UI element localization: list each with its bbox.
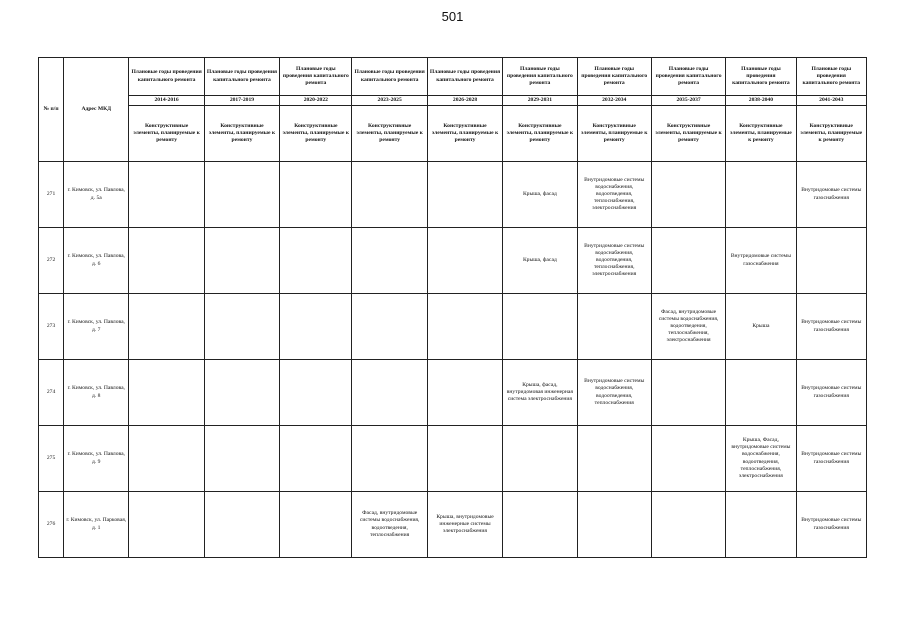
row-address: г. Кимовск, ул. Павлова, д. 8 bbox=[64, 360, 129, 426]
header-row-elements bbox=[39, 106, 867, 162]
repair-cell bbox=[651, 228, 725, 294]
row-address: г. Кимовск, ул. Павлова, д. 9 bbox=[64, 426, 129, 492]
row-number: 275 bbox=[39, 426, 64, 492]
table-row bbox=[39, 228, 867, 294]
repair-cell bbox=[726, 162, 796, 228]
repair-cell bbox=[280, 162, 352, 228]
period-years: 2017-2019 bbox=[204, 96, 279, 106]
repair-cell bbox=[129, 426, 204, 492]
period-elements: Конструктивные элементы, планируемые к ремонту bbox=[280, 106, 352, 162]
repair-cell bbox=[352, 294, 427, 360]
repair-cell bbox=[129, 492, 204, 558]
period-years: 2023-2025 bbox=[352, 96, 427, 106]
repair-cell bbox=[577, 426, 651, 492]
repair-cell bbox=[280, 294, 352, 360]
period-title: Плановые годы проведения капитального ремонта bbox=[726, 58, 796, 96]
repair-cell bbox=[427, 426, 502, 492]
table-row bbox=[39, 492, 867, 558]
repair-cell: Внутридомовые системы водоснабжения, водоотведения, теплоснабжения, электроснабжения bbox=[577, 228, 651, 294]
repair-cell bbox=[129, 162, 204, 228]
period-title: Плановые годы проведения капитального ремонта bbox=[427, 58, 502, 96]
repair-cell bbox=[427, 228, 502, 294]
period-years: 2035-2037 bbox=[651, 96, 725, 106]
repair-cell bbox=[796, 228, 866, 294]
repair-cell bbox=[651, 162, 725, 228]
repair-cell bbox=[204, 162, 279, 228]
page-number: 501 bbox=[441, 9, 464, 24]
period-years: 2032-2034 bbox=[577, 96, 651, 106]
period-title: Плановые годы проведения капитального ремонта bbox=[280, 58, 352, 96]
period-elements: Конструктивные элементы, планируемые к ремонту bbox=[577, 106, 651, 162]
row-number: 273 bbox=[39, 294, 64, 360]
repair-cell: Крыша, фасад bbox=[503, 162, 577, 228]
repair-cell: Внутридомовые системы водоснабжения, водоотведения, теплоснабжения bbox=[577, 360, 651, 426]
table-row bbox=[39, 426, 867, 492]
repair-cell bbox=[503, 426, 577, 492]
repair-cell bbox=[204, 426, 279, 492]
period-years: 2020-2022 bbox=[280, 96, 352, 106]
repair-cell: Внутридомовые системы газоснабжения bbox=[796, 426, 866, 492]
repair-cell bbox=[129, 294, 204, 360]
row-number: 274 bbox=[39, 360, 64, 426]
repair-cell bbox=[280, 228, 352, 294]
period-title: Плановые годы проведения капитального ремонта bbox=[503, 58, 577, 96]
table-row bbox=[39, 294, 867, 360]
header-row-years bbox=[39, 96, 867, 106]
repair-cell: Фасад, внутридомовые системы водоснабжения, водоотведения, теплоснабжения, электроснабжения bbox=[651, 294, 725, 360]
repair-cell bbox=[204, 228, 279, 294]
repair-cell bbox=[280, 426, 352, 492]
period-elements: Конструктивные элементы, планируемые к ремонту bbox=[352, 106, 427, 162]
row-address: г. Кимовск, ул. Павлова, д. 7 bbox=[64, 294, 129, 360]
repair-cell bbox=[352, 360, 427, 426]
repair-cell bbox=[352, 228, 427, 294]
repair-cell: Внутридомовые системы водоснабжения, водоотведения, теплоснабжения, электроснабжения bbox=[577, 162, 651, 228]
repair-cell bbox=[352, 162, 427, 228]
row-address: г. Кимовск, ул. Павлова, д. 6 bbox=[64, 228, 129, 294]
repair-cell: Внутридомовые системы газоснабжения bbox=[796, 162, 866, 228]
table-row bbox=[39, 162, 867, 228]
repair-cell bbox=[726, 360, 796, 426]
period-years: 2038-2040 bbox=[726, 96, 796, 106]
repair-cell: Крыша, фасад bbox=[503, 228, 577, 294]
header-row-titles bbox=[39, 58, 867, 96]
repair-cell: Крыша, Фасад, внутридомовые системы водоснабжения, водоотведения, теплоснабжения, электроснабжения bbox=[726, 426, 796, 492]
repair-cell bbox=[280, 492, 352, 558]
table-row bbox=[39, 360, 867, 426]
period-elements: Конструктивные элементы, планируемые к ремонту bbox=[129, 106, 204, 162]
repair-cell bbox=[726, 492, 796, 558]
period-title: Плановые годы проведения капитального ремонта bbox=[651, 58, 725, 96]
repair-cell bbox=[651, 360, 725, 426]
repair-cell bbox=[129, 360, 204, 426]
repair-cell: Внутридомовые системы газоснабжения bbox=[726, 228, 796, 294]
repair-cell: Внутридомовые системы газоснабжения bbox=[796, 492, 866, 558]
repair-cell bbox=[204, 360, 279, 426]
column-header-address: Адрес МКД bbox=[64, 58, 129, 162]
repair-cell bbox=[280, 360, 352, 426]
repair-cell bbox=[427, 162, 502, 228]
period-years: 2026-2028 bbox=[427, 96, 502, 106]
row-address: г. Кимовск, ул. Парковая, д. 1 bbox=[64, 492, 129, 558]
repair-cell: Фасад, внутридомовые системы водоснабжения, водоотведения, теплоснабжения bbox=[352, 492, 427, 558]
row-number: 272 bbox=[39, 228, 64, 294]
period-years: 2029-2031 bbox=[503, 96, 577, 106]
repair-cell bbox=[503, 294, 577, 360]
repair-cell bbox=[204, 492, 279, 558]
row-number: 276 bbox=[39, 492, 64, 558]
period-years: 2041-2043 bbox=[796, 96, 866, 106]
period-title: Плановые годы проведения капитального ремонта bbox=[796, 58, 866, 96]
repair-cell: Крыша, внутридомовые инженерные системы электроснабжения bbox=[427, 492, 502, 558]
row-number: 271 bbox=[39, 162, 64, 228]
period-years: 2014-2016 bbox=[129, 96, 204, 106]
repair-cell: Внутридомовые системы газоснабжения bbox=[796, 294, 866, 360]
period-elements: Конструктивные элементы, планируемые к ремонту bbox=[796, 106, 866, 162]
repair-plan-table bbox=[38, 57, 867, 558]
repair-cell bbox=[577, 492, 651, 558]
column-header-number: № п/п bbox=[39, 58, 64, 162]
repair-cell: Крыша, фасад, внутридомовая инженерная система электроснабжения bbox=[503, 360, 577, 426]
repair-cell bbox=[577, 294, 651, 360]
repair-cell bbox=[427, 360, 502, 426]
period-elements: Конструктивные элементы, планируемые к ремонту bbox=[651, 106, 725, 162]
period-elements: Конструктивные элементы, планируемые к ремонту bbox=[204, 106, 279, 162]
repair-cell bbox=[651, 426, 725, 492]
period-title: Плановые годы проведения капитального ремонта bbox=[129, 58, 204, 96]
repair-cell bbox=[204, 294, 279, 360]
period-title: Плановые годы проведения капитального ремонта bbox=[204, 58, 279, 96]
repair-cell: Внутридомовые системы газоснабжения bbox=[796, 360, 866, 426]
repair-cell bbox=[129, 228, 204, 294]
repair-cell bbox=[352, 426, 427, 492]
period-title: Плановые годы проведения капитального ремонта bbox=[577, 58, 651, 96]
period-elements: Конструктивные элементы, планируемые к ремонту bbox=[427, 106, 502, 162]
repair-cell bbox=[427, 294, 502, 360]
repair-cell bbox=[651, 492, 725, 558]
period-title: Плановые годы проведения капитального ремонта bbox=[352, 58, 427, 96]
period-elements: Конструктивные элементы, планируемые к ремонту bbox=[726, 106, 796, 162]
period-elements: Конструктивные элементы, планируемые к ремонту bbox=[503, 106, 577, 162]
repair-cell: Крыша bbox=[726, 294, 796, 360]
repair-cell bbox=[503, 492, 577, 558]
row-address: г. Кимовск, ул. Павлова, д. 5а bbox=[64, 162, 129, 228]
